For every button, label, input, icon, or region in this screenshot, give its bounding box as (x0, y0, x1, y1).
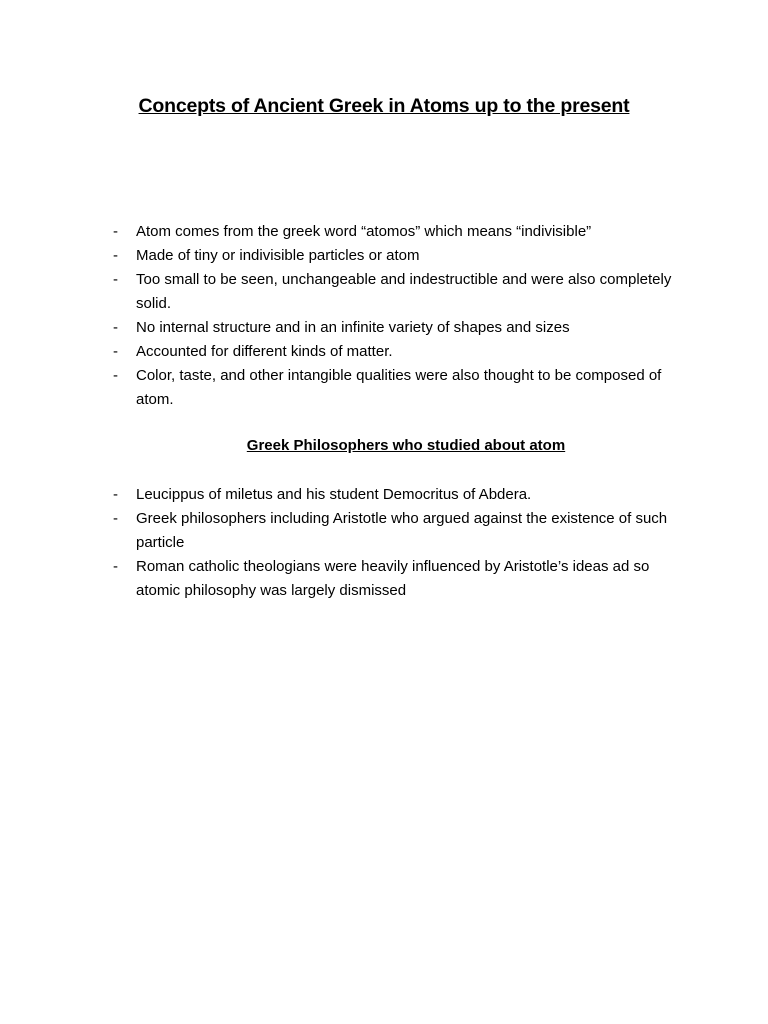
bullet-dash: - (113, 247, 118, 264)
document-title: Concepts of Ancient Greek in Atoms up to the present (138, 95, 630, 117)
bullet-dash: - (113, 486, 118, 503)
list-item (113, 483, 693, 507)
list-item (113, 220, 693, 244)
list-item-text: Greek philosophers including Aristotle who argued against the existence of such particle (136, 510, 668, 551)
list-item (113, 555, 693, 603)
bullet-dash: - (113, 271, 118, 288)
list-item-text: Accounted for different kinds of matter. (136, 343, 393, 360)
philosophers-list (113, 483, 693, 603)
list-item-text: Color, taste, and other intangible qualities were also thought to be composed of atom. (136, 367, 662, 408)
atom-concepts-list (113, 220, 693, 412)
list-item (113, 316, 693, 340)
bullet-dash: - (113, 343, 118, 360)
list-item-text: Roman catholic theologians were heavily influenced by Aristotle’s ideas ad so atomic philosophy was largely dismissed (136, 558, 650, 599)
list-item (113, 507, 693, 555)
list-item (113, 340, 693, 364)
list-item-text: Made of tiny or indivisible particles or atom (136, 247, 420, 264)
list-item-text: No internal structure and in an infinite variety of shapes and sizes (136, 319, 570, 336)
bullet-dash: - (113, 558, 118, 575)
list-item (113, 268, 693, 316)
list-item-text: Atom comes from the greek word “atomos” which means “indivisible” (136, 223, 592, 240)
bullet-dash: - (113, 319, 118, 336)
section-heading: Greek Philosophers who studied about atom (246, 437, 566, 454)
list-item-text: Too small to be seen, unchangeable and indestructible and were also completely solid. (136, 271, 672, 312)
bullet-dash: - (113, 223, 118, 240)
list-item-text: Leucippus of miletus and his student Democritus of Abdera. (136, 486, 532, 503)
bullet-dash: - (113, 367, 118, 384)
bullet-dash: - (113, 510, 118, 527)
list-item (113, 244, 693, 268)
list-item (113, 364, 693, 412)
